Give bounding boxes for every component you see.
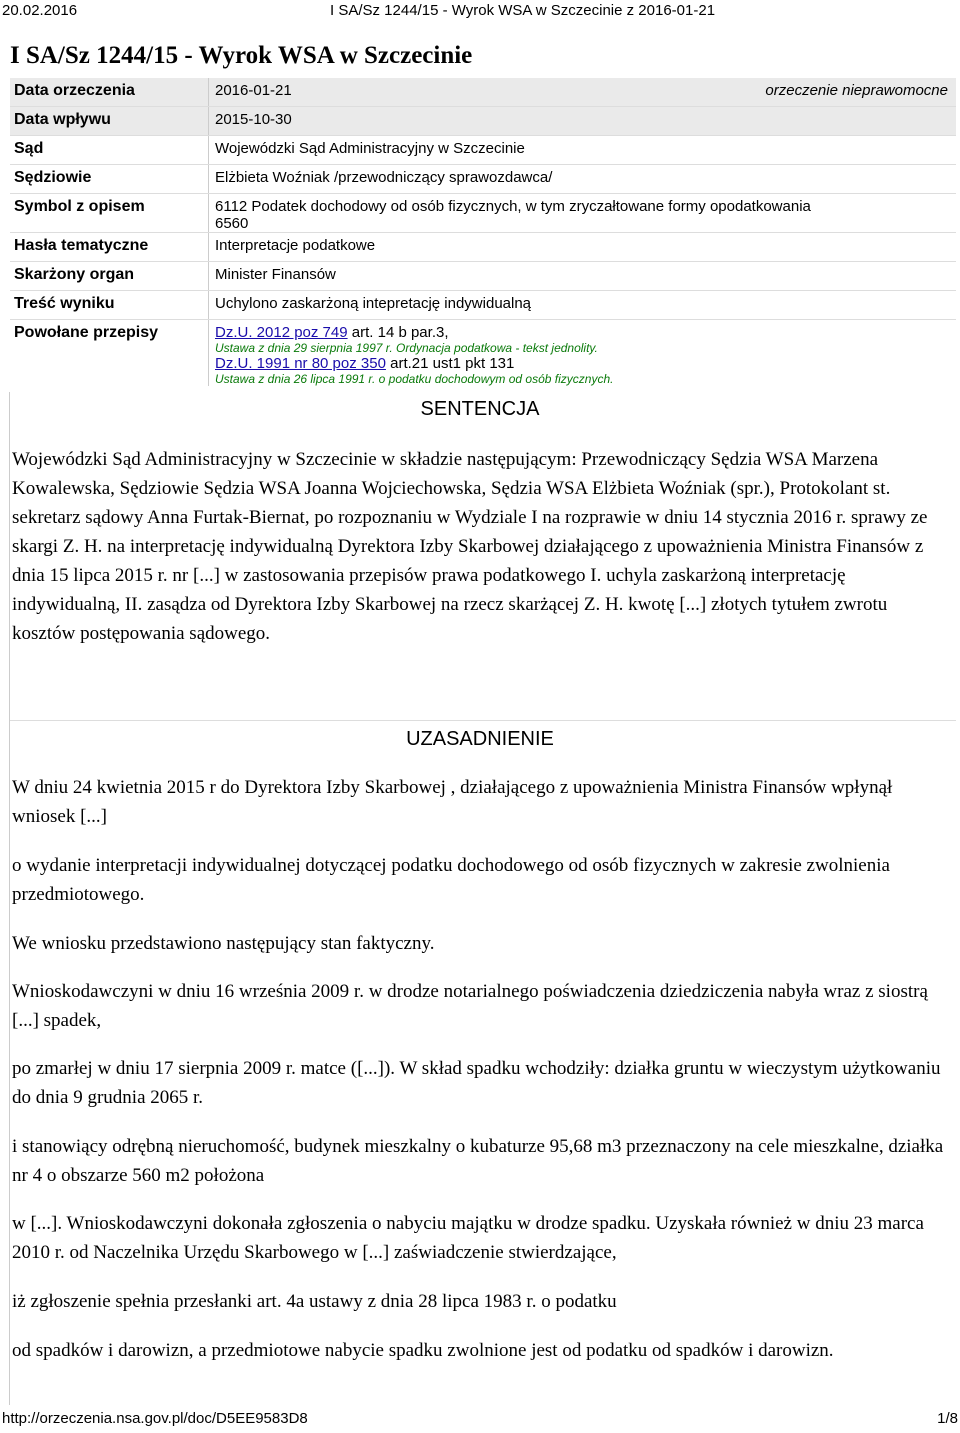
sentencja-text: Wojewódzki Sąd Administracyjny w Szczecinie w składzie następującym: Przewodniczący Sędzia WSA Marzena Kowalewska, Sędziowie Sędzia WSA Joanna Wojciechowska, Sędzia WSA Elżbieta Woźniak (spr.), Protokolant st. sekretarz sądowy Anna Furtak-Biernat, po rozpoznaniu w Wydziale I na rozprawie w dniu 14 stycznia 2016 r. sprawy ze skargi Z. H. na interpretację indywidualną Dyrektora Izby Skarbowej działającego z upoważnienia Ministra Finansów z dnia 15 lipca 2015 r. nr [...] w zastosowania przepisów prawa podatkowego I. uchyla zaskarżoną interpretację indywidualną, II. zasądza od Dyrektora Izby Skarbowej na rzecz skarżącej Z. H. kwotę [...] złotych tytułem zwrotu kosztów postępowania sądowego.	[12, 449, 928, 644]
symbol-line: 6112 Podatek dochodowy od osób fizycznych, w tym zryczałtowane formy opodatkowania	[215, 198, 811, 215]
meta-row-data-wplywu	[10, 107, 956, 136]
legal-reference-link[interactable]: Dz.U. 2012 poz 749	[215, 324, 348, 341]
left-border	[9, 392, 10, 722]
meta-label: Skarżony organ	[10, 262, 209, 291]
uzasadnienie-paragraph: We wniosku przedstawiono następujący stan faktyczny.	[12, 933, 435, 954]
meta-value: 2015-10-30	[209, 107, 957, 136]
meta-value: Interpretacje podatkowe	[209, 233, 957, 262]
uzasadnienie-paragraph: W dniu 24 kwietnia 2015 r do Dyrektora Izby Skarbowej , działającego z upoważnienia Ministra Finansów wpłynął wniosek [...]	[12, 777, 893, 827]
divider	[10, 720, 956, 721]
uzasadnienie-paragraph: w [...]. Wnioskodawczyni dokonała zgłoszenia o nabyciu majątku w drodze spadku. Uzyskała również w dniu 23 marca 2010 r. od Naczelnika Urzędu Skarbowego w [...] zaświadczenie stwierdzające,	[12, 1213, 924, 1263]
meta-row-hasla	[10, 233, 956, 262]
footer-url: http://orzeczenia.nsa.gov.pl/doc/D5EE9583D8	[2, 1410, 308, 1427]
print-header	[0, 0, 960, 26]
page-number: 1/8	[937, 1410, 958, 1427]
page-title: I SA/Sz 1244/15 - Wyrok WSA w Szczecinie	[10, 42, 473, 69]
left-border	[9, 720, 10, 1405]
legal-reference-description: Ustawa z dnia 29 sierpnia 1997 r. Ordynacja podatkowa - tekst jednolity.	[215, 341, 598, 355]
print-date: 20.02.2016	[2, 2, 78, 19]
meta-label: Data orzeczenia	[10, 78, 209, 107]
uzasadnienie-paragraph: od spadków i darowizn, a przedmiotowe nabycie spadku zwolnione jest od podatku od spadków i darowizn.	[12, 1340, 834, 1361]
meta-label: Sąd	[10, 136, 209, 165]
meta-label: Treść wyniku	[10, 291, 209, 320]
meta-value: Uchylono zaskarżoną intepretację indywidualną	[209, 291, 957, 320]
uzasadnienie-paragraph: po zmarłej w dniu 17 sierpnia 2009 r. matce ([...]). W skład spadku wchodziły: działka gruntu w wieczystym użytkowaniu do dnia 9 grudnia 2065 r.	[12, 1058, 941, 1108]
uzasadnienie-paragraph: Wnioskodawczyni w dniu 16 września 2009 r. w drodze notarialnego poświadczenia dziedziczenia nabyła wraz z siostrą [...] spadek,	[12, 981, 928, 1031]
meta-value: Minister Finansów	[209, 262, 957, 291]
meta-value	[209, 320, 957, 387]
meta-label: Sędziowie	[10, 165, 209, 194]
data-orzeczenia-value: 2016-01-21	[215, 82, 292, 99]
legal-reference-link[interactable]: Dz.U. 1991 nr 80 poz 350	[215, 355, 386, 372]
meta-value	[209, 78, 957, 107]
meta-row-symbol	[10, 194, 956, 233]
uzasadnienie-paragraph: i stanowiący odrębną nieruchomość, budynek mieszkalny o kubaturze 95,68 m3 przeznaczony na cele mieszkalne, działka nr 4 o obszarze 560 m2 położona	[12, 1136, 944, 1186]
meta-value	[209, 194, 957, 233]
uzasadnienie-heading: UZASADNIENIE	[406, 728, 554, 750]
sentencja-heading: SENTENCJA	[420, 398, 540, 420]
meta-row-tresc	[10, 291, 956, 320]
meta-label: Hasła tematyczne	[10, 233, 209, 262]
legal-reference-article: art. 14 b par.3,	[347, 324, 449, 341]
legal-reference-article: art.21 ust1 pkt 131	[385, 355, 515, 372]
meta-row-data-orzeczenia	[10, 78, 956, 107]
meta-label: Symbol z opisem	[10, 194, 209, 233]
print-title: I SA/Sz 1244/15 - Wyrok WSA w Szczecinie z 2016-01-21	[330, 2, 716, 19]
meta-row-przepisy	[10, 320, 956, 387]
uzasadnienie-paragraph: iż zgłoszenie spełnia przesłanki art. 4a ustawy z dnia 28 lipca 1983 r. o podatku	[12, 1291, 617, 1312]
meta-label: Data wpływu	[10, 107, 209, 136]
symbol-line: 6560	[215, 215, 249, 232]
uzasadnienie-paragraph: o wydanie interpretacji indywidualnej dotyczącej podatku dochodowego od osób fizycznych w zakresie zwolnienia przedmiotowego.	[12, 855, 890, 905]
meta-row-sedziowie	[10, 165, 956, 194]
status-label: orzeczenie nieprawomocne	[765, 82, 948, 99]
meta-value: Elżbieta Woźniak /przewodniczący sprawozdawca/	[209, 165, 957, 194]
meta-row-organ	[10, 262, 956, 291]
meta-row-sad	[10, 136, 956, 165]
legal-reference-description: Ustawa z dnia 26 lipca 1991 r. o podatku dochodowym od osób fizycznych.	[215, 372, 614, 386]
meta-value: Wojewódzki Sąd Administracyjny w Szczecinie	[209, 136, 957, 165]
metadata-table	[10, 78, 956, 386]
meta-label: Powołane przepisy	[14, 324, 159, 341]
